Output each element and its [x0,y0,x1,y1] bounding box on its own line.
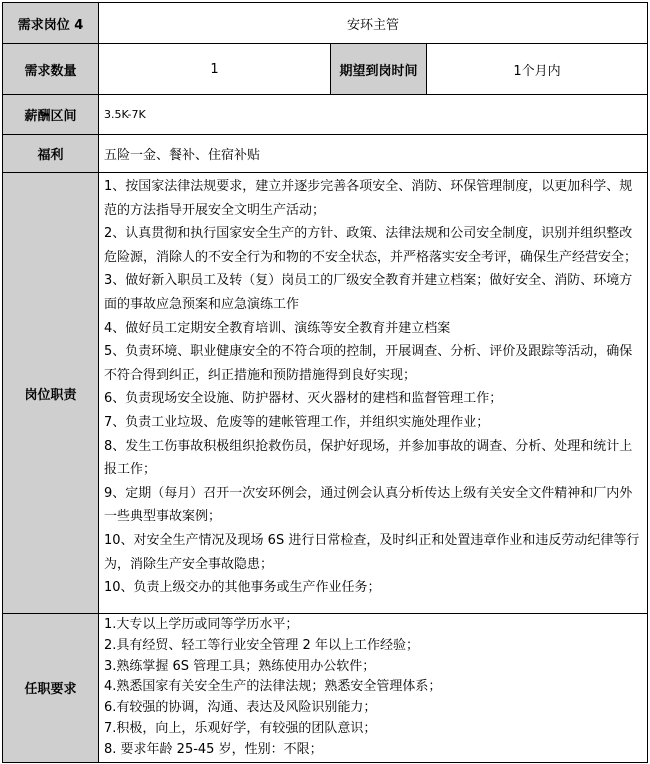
position-value: 安环主管 [99,3,648,44]
salary-value: 3.5K-7K [99,95,648,135]
duty-item: 10、负责上级交办的其他事务或生产作业任务； [104,580,381,596]
benefits-value: 五险一金、餐补、住宿补贴 [99,135,648,173]
requirement-item: 6.有较强的协调，沟通、表达及风险识别能力； [104,700,377,716]
requirement-item: 7.积极，向上，乐观好学，有较强的团队意识； [104,720,377,736]
requirements-label: 任职要求 [3,614,99,763]
duties-row [3,173,648,614]
count-row [3,44,648,95]
position-label: 需求岗位 4 [3,3,99,44]
duty-item: 5、负责环境、职业健康安全的不符合项的控制，开展调查、分析、评价及跟踪等活动，确保不符合得到纠正，纠正措施和预防措施得到良好实现； [104,344,633,383]
requirements-list [99,614,648,763]
duty-item: 6、负责现场安全设施、防护器材、灭火器材的建档和监督管理工作； [104,391,503,407]
duties-list [99,173,648,614]
duty-item: 7、负责工业垃圾、危废等的建帐管理工作，并组织实施处理作业； [104,414,490,430]
job-requirement-table [2,2,648,763]
requirement-item: 2.具有经贸、轻工等行业安全管理 2 年以上工作经验； [104,637,419,653]
benefits-row [3,135,648,173]
requirement-item: 1.大专以上学历或同等学历水平； [104,617,299,632]
duty-item: 1、按国家法律法规要求，建立并逐步完善各项安全、消防、环保管理制度，以更加科学、规范的方法指导开展安全文明生产活动； [104,179,633,218]
requirements-row [3,614,648,763]
duty-item: 3、做好新入职员工及转（复）岗员工的厂级安全教育并建立档案；做好安全、消防、环境方面的事故应急预案和应急演练工作 [104,273,633,312]
position-row [3,3,648,44]
duty-item: 2、认真贯彻和执行国家安全生产的方针、政策、法律法规和公司安全制度，识别并组织整改危险源，消除人的不安全行为和物的不安全状态，并严格落实安全考评，确保生产经营安全； [104,226,638,265]
requirement-item: 8. 要求年龄 25-45 岁，性别：不限； [104,741,323,757]
count-label: 需求数量 [3,44,99,95]
duty-item: 10、对安全生产情况及现场 6S 进行日常检查，及时纠正和处置违章作业和违反劳动纪律等行为，消除生产安全事故隐患； [104,532,640,572]
duty-item: 8、发生工伤事故积极组织抢救伤员，保护好现场，并参加事故的调查、分析、处理和统计上报工作； [104,438,633,478]
arrival-value: 1个月内 [427,44,648,95]
duty-item: 9、定期（每月）召开一次安环例会，通过例会认真分析传达上级有关安全文件精神和厂内外一些典型事故案例； [104,485,633,525]
duty-item: 4、做好员工定期安全教育培训、演练等安全教育并建立档案 [104,320,451,336]
benefits-label: 福利 [3,135,99,173]
requirement-item: 3.熟练掌握 6S 管理工具；熟练使用办公软件； [104,658,376,674]
requirement-item: 4.熟悉国家有关安全生产的法律法规；熟悉安全管理体系； [104,679,442,695]
salary-row [3,95,648,135]
salary-label: 薪酬区间 [3,95,99,135]
count-value: 1 [99,44,331,95]
duties-label: 岗位职责 [3,173,99,614]
arrival-label: 期望到岗时间 [331,44,427,95]
